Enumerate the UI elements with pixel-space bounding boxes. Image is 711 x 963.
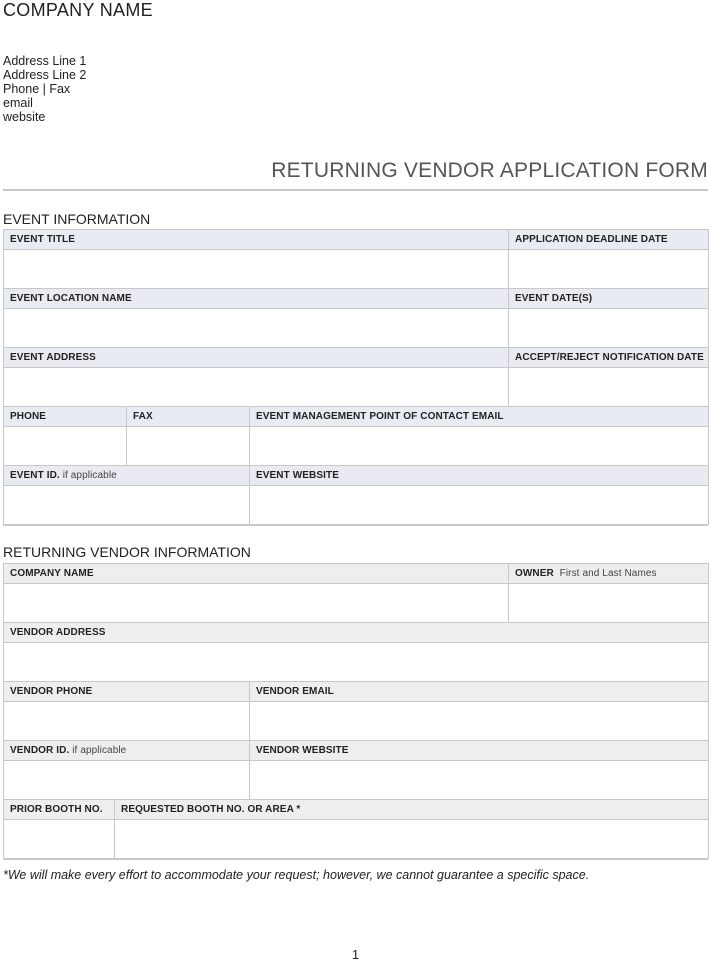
vendor-info-table <box>3 563 709 859</box>
event-id-label-text: EVENT ID. <box>10 470 60 481</box>
event-dates-label: EVENT DATE(S) <box>509 289 709 309</box>
vendor-address-field[interactable] <box>4 643 709 682</box>
requested-booth-field[interactable] <box>115 820 709 859</box>
company-name: COMPANY NAME <box>3 0 153 20</box>
event-section-bottom-rule <box>3 524 708 526</box>
owner-field[interactable] <box>509 584 709 623</box>
vendor-email-label: VENDOR EMAIL <box>250 682 709 702</box>
event-title-label: EVENT TITLE <box>4 230 509 250</box>
owner-label-text: OWNER <box>515 568 554 579</box>
vendor-section-bottom-rule <box>3 858 708 860</box>
vendor-address-label: VENDOR ADDRESS <box>4 623 709 643</box>
event-dates-field[interactable] <box>509 309 709 348</box>
prior-booth-label: PRIOR BOOTH NO. <box>4 800 115 820</box>
event-title-field[interactable] <box>4 250 509 289</box>
owner-note: First and Last Names <box>559 568 657 579</box>
company-email: email <box>3 96 33 110</box>
fax-field[interactable] <box>127 427 250 466</box>
address-line-1: Address Line 1 <box>3 54 87 68</box>
vendor-id-field[interactable] <box>4 761 250 800</box>
event-address-label: EVENT ADDRESS <box>4 348 509 368</box>
accept-reject-date-label: ACCEPT/REJECT NOTIFICATION DATE <box>509 348 709 368</box>
page-number: 1 <box>351 947 360 962</box>
vendor-phone-field[interactable] <box>4 702 250 741</box>
application-deadline-field[interactable] <box>509 250 709 289</box>
vendor-id-label <box>4 741 250 761</box>
event-id-field[interactable] <box>4 486 250 525</box>
event-id-note: if applicable <box>62 470 117 481</box>
fax-label: FAX <box>127 407 250 427</box>
address-line-2: Address Line 2 <box>3 68 87 82</box>
vendor-website-label: VENDOR WEBSITE <box>250 741 709 761</box>
company-name-label: COMPANY NAME <box>4 564 509 584</box>
event-info-table <box>3 229 709 525</box>
event-address-field[interactable] <box>4 368 509 407</box>
event-location-name-label: EVENT LOCATION NAME <box>4 289 509 309</box>
company-website: website <box>3 110 46 124</box>
event-website-field[interactable] <box>250 486 709 525</box>
phone-label: PHONE <box>4 407 127 427</box>
vendor-website-field[interactable] <box>250 761 709 800</box>
vendor-phone-label: VENDOR PHONE <box>4 682 250 702</box>
company-name-field[interactable] <box>4 584 509 623</box>
vendor-email-field[interactable] <box>250 702 709 741</box>
phone-field[interactable] <box>4 427 127 466</box>
accept-reject-date-field[interactable] <box>509 368 709 407</box>
poc-email-label: EVENT MANAGEMENT POINT OF CONTACT EMAIL <box>250 407 709 427</box>
vendor-id-note: if applicable <box>72 745 127 756</box>
form-title: RETURNING VENDOR APPLICATION FORM <box>271 159 708 182</box>
footnote: *We will make every effort to accommodate your request; however, we cannot guarantee a specific space. <box>3 868 590 882</box>
poc-email-field[interactable] <box>250 427 709 466</box>
company-address-block <box>3 54 86 124</box>
phone-fax: Phone | Fax <box>3 82 71 96</box>
vendor-id-label-text: VENDOR ID. <box>10 745 70 756</box>
application-deadline-label: APPLICATION DEADLINE DATE <box>509 230 709 250</box>
event-website-label: EVENT WEBSITE <box>250 466 709 486</box>
event-id-label <box>4 466 250 486</box>
title-divider <box>3 189 708 191</box>
prior-booth-field[interactable] <box>4 820 115 859</box>
owner-label <box>509 564 709 584</box>
event-location-name-field[interactable] <box>4 309 509 348</box>
vendor-section-title: RETURNING VENDOR INFORMATION <box>3 544 251 560</box>
event-section-title: EVENT INFORMATION <box>3 211 151 227</box>
requested-booth-label: REQUESTED BOOTH NO. OR AREA * <box>115 800 709 820</box>
